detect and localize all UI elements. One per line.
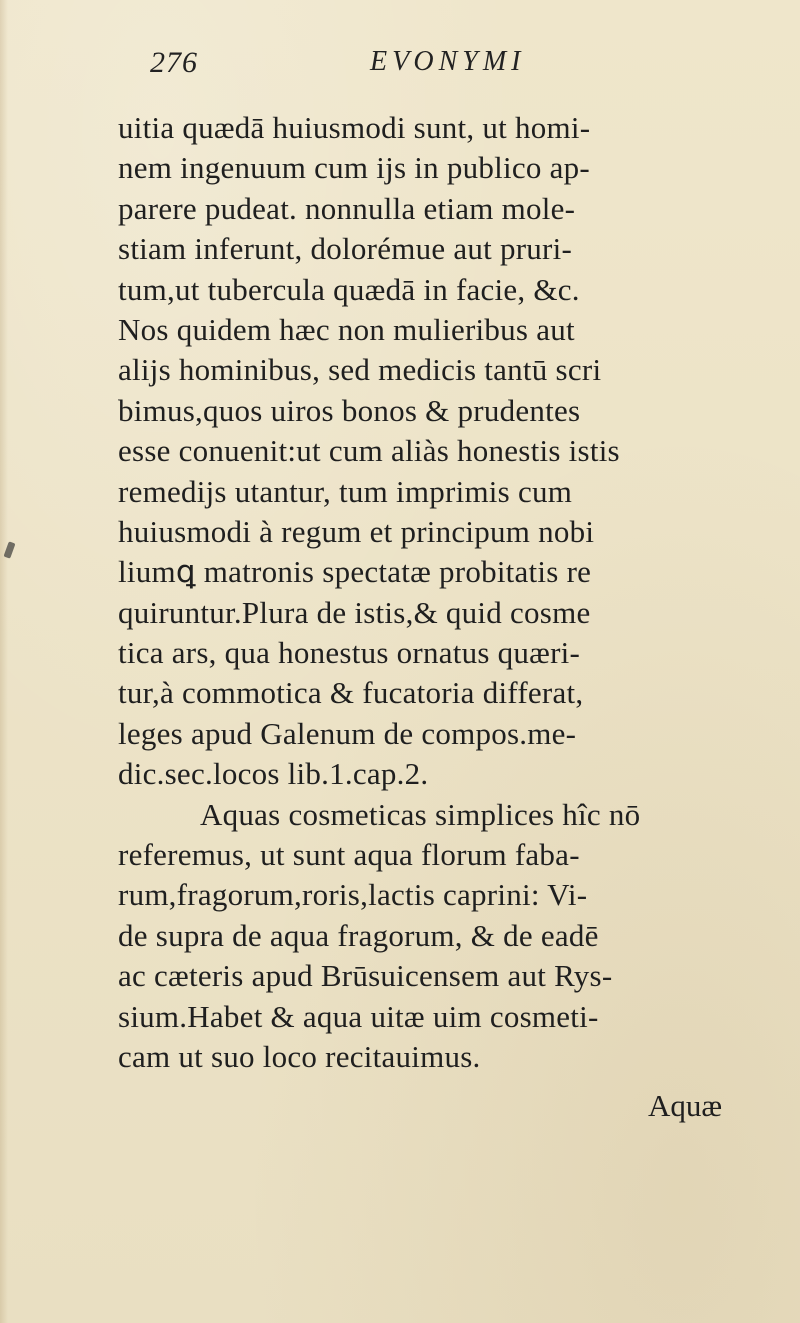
text-line: leges apud Galenum de compos.me-: [118, 715, 577, 751]
text-line: Nos quidem hæc non mulieribus aut: [118, 311, 575, 347]
text-line: remedijs utantur, tum imprimis cum: [118, 473, 573, 509]
text-line: de supra de aqua fragorum, & de eadē: [118, 917, 599, 953]
page-edge-shadow: [0, 0, 8, 1323]
page-number: 276: [150, 46, 198, 79]
catchword: Aquæ: [648, 1088, 723, 1123]
text-line: parere pudeat. nonnulla etiam mole-: [118, 190, 576, 226]
running-head: EVONYMI: [370, 46, 526, 77]
text-line: ac cæteris apud Brūsuicensem aut Rys-: [118, 958, 613, 994]
text-line: sium.Habet & aqua uitæ uim cosmeti-: [118, 998, 599, 1034]
text-line: quiruntur.Plura de istis,& quid cosme: [118, 594, 591, 630]
text-line: nem ingenuum cum ijs in publico ap-: [118, 150, 590, 186]
text-line: Aquas cosmeticas simplices hîc nō: [200, 796, 641, 832]
text-line: bimus,quos uiros bonos & prudentes: [118, 392, 581, 428]
text-line: tum,ut tubercula quædā in facie, &c.: [118, 271, 580, 307]
text-line: alijs hominibus, sed medicis tantū scri: [118, 352, 602, 388]
text-line: dic.sec.locos lib.1.cap.2.: [118, 756, 429, 792]
text-line: liumꝗ matronis spectatæ probitatis re: [118, 554, 592, 590]
text-line: esse conuenit:ut cum aliàs honestis istis: [118, 433, 620, 469]
text-line: rum,fragorum,roris,lactis caprini: Vi-: [118, 877, 588, 913]
main-text: [118, 108, 758, 1077]
text-line: stiam inferunt, dolorémue aut pruri-: [118, 231, 573, 267]
text-line: tica ars, qua honestus ornatus quæri-: [118, 635, 581, 671]
page-header: [150, 40, 670, 90]
text-line: cam ut suo loco recitauimus.: [118, 1038, 481, 1074]
text-line: referemus, ut sunt aqua florum faba-: [118, 837, 580, 873]
text-line: huiusmodi à regum et principum nobi: [118, 513, 595, 549]
text-line: tur,à commotica & fucatoria differat,: [118, 675, 584, 711]
text-line: uitia quædā huiusmodi sunt, ut homi-: [118, 110, 591, 145]
